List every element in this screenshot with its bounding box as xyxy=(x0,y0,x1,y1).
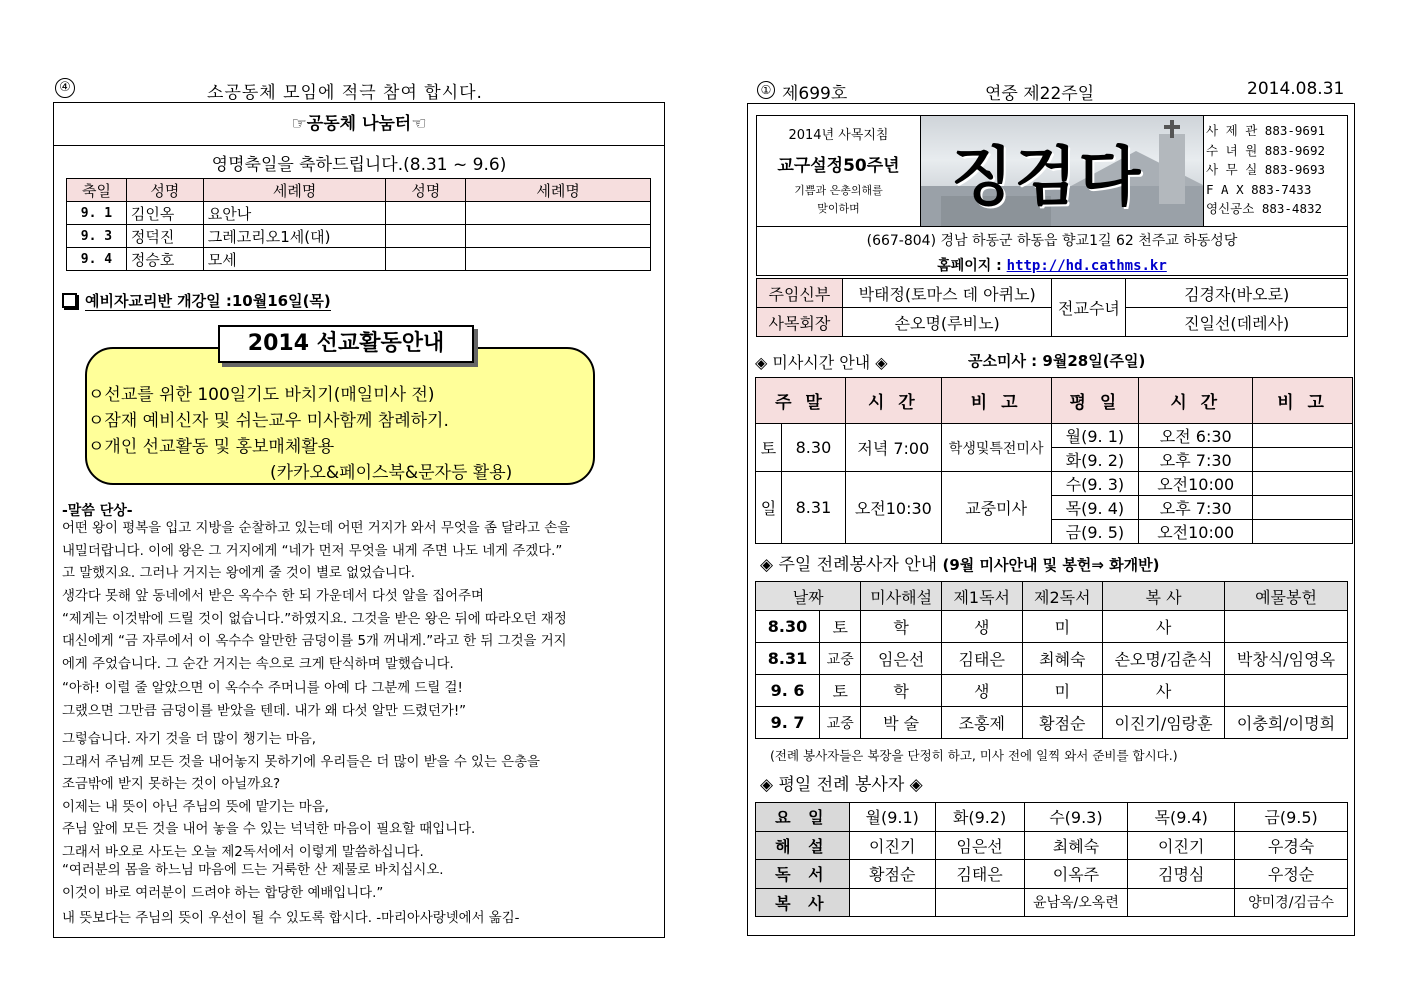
word-line: 주님 앞에 모든 것을 내어 놓을 수 있는 넉넉한 마음이 필요할 때입니다. xyxy=(62,822,476,837)
motto-sub: 맞이하며 xyxy=(817,202,860,215)
service-cell: 우정순 xyxy=(1235,860,1348,889)
weekend-date: 8.31 xyxy=(781,472,845,544)
table-header: 평 일 xyxy=(1051,378,1139,424)
table-row xyxy=(756,888,1348,917)
table-header: 시 간 xyxy=(845,378,941,424)
liturgy-cell: 손오명/김춘식 xyxy=(1103,643,1225,675)
word-line: 내 뜻보다는 주님의 뜻이 우선이 될 수 있도록 합시다. -마리아사랑넷에서 옮김- xyxy=(62,911,520,926)
table-header: 복 사 xyxy=(1103,582,1225,611)
service-cell: 목(9.4) xyxy=(1128,803,1235,832)
catechumen-notice xyxy=(62,290,331,311)
table-header: 세례명 xyxy=(466,179,651,202)
service-cell: 김명심 xyxy=(1128,860,1235,889)
liturgy-kind: 토 xyxy=(820,675,861,707)
service-cell xyxy=(1128,888,1235,917)
baptismal-name: 모세 xyxy=(203,248,386,271)
word-line: 그랬으면 그만큼 금덩이를 받았을 텐데. 내가 왜 다섯 알만 드렸던가!” xyxy=(62,703,467,719)
issue-date: 2014.08.31 xyxy=(1247,79,1345,99)
liturgy-cell xyxy=(1225,611,1348,643)
weekend-day: 토 xyxy=(756,424,782,472)
contact-line: 사 무 실 883-9693 xyxy=(1206,162,1326,177)
word-line: 대신에게 “금 자루에서 이 옥수수 알만한 금덩이를 5개 꺼내게.”라고 한 뒤 그것을 거지 xyxy=(62,634,567,649)
liturgy-cell: 학 xyxy=(861,611,942,643)
service-cell xyxy=(849,888,935,917)
word-paragraph xyxy=(62,678,654,723)
liturgy-cell: 조홍제 xyxy=(941,707,1022,739)
liturgy-section-title xyxy=(760,550,1160,575)
birthday-title: 영명축일을 축하드립니다.(8.31 ~ 9.6) xyxy=(211,155,507,175)
catechumen-text: 예비자교리반 개강일 :10월16일(목) xyxy=(85,292,331,310)
church-address: (667-804) 경남 하동군 하동읍 향교1길 62 천주교 하동성당 xyxy=(866,233,1238,249)
church-logo-image xyxy=(920,116,1204,226)
contact-line: 영신공소 883-4832 xyxy=(1206,201,1323,216)
staff-label: 사목회장 xyxy=(757,308,843,337)
table-header: 축일 xyxy=(67,179,127,202)
table-header: 성명 xyxy=(386,179,466,202)
service-cell: 양미경/김금수 xyxy=(1235,888,1348,917)
feast-date: 9. 1 xyxy=(67,202,127,225)
staff-label: 주임신부 xyxy=(757,279,843,308)
service-cell: 금(9.5) xyxy=(1235,803,1348,832)
table-header: 성명 xyxy=(126,179,203,202)
liturgy-cell: 박 술 xyxy=(861,707,942,739)
word-line: 조금밖에 받지 못하는 것이 아닐까요? xyxy=(62,777,281,792)
word-paragraph xyxy=(62,518,654,586)
table-header: 날짜 xyxy=(756,582,861,611)
liturgy-cell xyxy=(1225,675,1348,707)
weekend-time: 저녁 7:00 xyxy=(845,424,941,472)
logo-text: 징검다 xyxy=(951,140,1143,215)
staff-name: 손오명(루비노) xyxy=(842,308,1052,337)
staff-table xyxy=(756,278,1348,337)
liturgy-cell: 이진기/임랑훈 xyxy=(1103,707,1225,739)
page-number: ④ xyxy=(55,78,75,98)
contact-line: 수 녀 원 883-9692 xyxy=(1206,142,1326,158)
word-line: 그래서 바오로 사도는 오늘 제2독서에서 이렇게 말씀하십니다. xyxy=(62,844,424,860)
liturgy-cell: 임은선 xyxy=(861,643,942,675)
word-line: 이제는 내 뜻이 아닌 주님의 뜻에 맡기는 마음, xyxy=(62,799,329,815)
weekday-day: 화(9. 2) xyxy=(1051,448,1139,472)
table-row xyxy=(756,831,1348,860)
table-row xyxy=(756,803,1348,832)
baptismal-name: 그레고리오1세(대) xyxy=(203,225,386,248)
mission-station-note: 공소미사 : 9월28일(주일) xyxy=(968,352,1146,370)
motto-main: 교구설정50주년 xyxy=(777,156,900,176)
word-paragraph xyxy=(62,586,654,676)
liturgy-cell: 미 xyxy=(1022,675,1103,707)
liturgy-cell: 박창식/임영옥 xyxy=(1225,643,1348,675)
table-row xyxy=(756,611,1348,643)
weekday-service-table xyxy=(755,802,1348,917)
liturgy-cell: 생 xyxy=(941,611,1022,643)
liturgy-title: ◈ 주일 전례봉사자 안내 xyxy=(760,555,938,575)
staff-name: 박태정(토마스 데 아퀴노) xyxy=(842,279,1052,308)
weekend-note: 교중미사 xyxy=(941,472,1051,544)
feast-date: 9. 4 xyxy=(67,248,127,271)
baptismal-name xyxy=(466,202,651,225)
staff-name: 김경자(바오로) xyxy=(1126,279,1348,308)
person-name: 정승호 xyxy=(126,248,203,271)
table-row xyxy=(756,472,1353,496)
word-line: 생각다 못해 앞 동네에서 받은 옥수수 한 되 가운데서 다섯 알을 집어주며 xyxy=(62,589,484,604)
weekday-note xyxy=(1253,472,1353,496)
service-cell: 이진기 xyxy=(849,831,935,860)
baptismal-name: 요안나 xyxy=(203,202,386,225)
service-cell: 윤남옥/오옥련 xyxy=(1024,888,1128,917)
table-row xyxy=(756,424,1353,448)
baptismal-name xyxy=(466,225,651,248)
weekday-day: 목(9. 4) xyxy=(1051,496,1139,520)
liturgy-cell: 최혜숙 xyxy=(1022,643,1103,675)
service-cell: 화(9.2) xyxy=(935,803,1024,832)
weekend-day: 일 xyxy=(756,472,782,544)
word-line: “아하! 이럴 줄 알았으면 이 옥수수 주머니를 아예 다 그분께 드릴 걸! xyxy=(62,681,463,696)
word-paragraph xyxy=(62,908,654,931)
service-cell: 김태은 xyxy=(935,860,1024,889)
weekend-note: 학생및특전미사 xyxy=(941,424,1051,472)
person-name xyxy=(386,248,466,271)
weekday-time: 오전10:00 xyxy=(1139,472,1253,496)
contact-line: F A X 883-7433 xyxy=(1206,181,1312,197)
liturgy-cell: 사 xyxy=(1103,611,1225,643)
liturgy-cell: 학 xyxy=(861,675,942,707)
weekday-service-title: ◈ 평일 전례 봉사자 ◈ xyxy=(760,775,923,795)
word-line: 에게 주었습니다. 그 순간 거지는 속으로 크게 탄식하며 말했습니다. xyxy=(62,656,454,672)
row-label: 복 사 xyxy=(756,888,850,917)
weekday-day: 월(9. 1) xyxy=(1051,424,1139,448)
table-row xyxy=(757,279,1348,308)
word-line: “여러분의 몸을 하느님 마음에 드는 거룩한 산 제물로 바치십시오. xyxy=(62,863,444,878)
contact-line: 사 제 관 883-9691 xyxy=(1206,123,1326,138)
church-address-box xyxy=(756,226,1348,276)
square-bullet-icon xyxy=(62,293,77,308)
liturgy-cell: 김태은 xyxy=(941,643,1022,675)
table-header: 비 고 xyxy=(1253,378,1353,424)
person-name: 정덕진 xyxy=(126,225,203,248)
mass-schedule-table xyxy=(755,377,1353,544)
table-row xyxy=(67,248,651,271)
table-header: 비 고 xyxy=(941,378,1051,424)
sunday-liturgy-table xyxy=(755,581,1348,739)
liturgy-cell: 생 xyxy=(941,675,1022,707)
liturgy-cell: 이충희/이명희 xyxy=(1225,707,1348,739)
table-header: 미사해설 xyxy=(861,582,942,611)
word-line: 내밀더랍니다. 이에 왕은 그 거지에게 “네가 먼저 무엇을 내게 주면 나도 네게 주겠다.” xyxy=(62,543,563,559)
staff-label: 전교수녀 xyxy=(1052,279,1126,337)
weekday-note xyxy=(1253,496,1353,520)
liturgy-kind: 교중 xyxy=(820,707,861,739)
motto-year: 2014년 사목지침 xyxy=(788,128,889,143)
liturgy-footnote: (전례 봉사자들은 복장을 단정히 하고, 미사 전에 일찍 와서 준비를 합시다.) xyxy=(770,748,1178,763)
table-header: 제1독서 xyxy=(941,582,1022,611)
table-row xyxy=(756,643,1348,675)
liturgy-date: 9. 6 xyxy=(756,675,820,707)
word-line: 그렇습니다. 자기 것을 더 많이 챙기는 마음, xyxy=(62,732,316,747)
liturgy-cell: 황점순 xyxy=(1022,707,1103,739)
word-line: 고 말했지요. 그러나 거지는 왕에게 줄 것이 별로 없었습니다. xyxy=(62,566,416,581)
service-cell: 임은선 xyxy=(935,831,1024,860)
liturgy-cell: 사 xyxy=(1103,675,1225,707)
weekend-date: 8.30 xyxy=(781,424,845,472)
section-title: ☞공동체 나눔터☜ xyxy=(53,102,665,146)
service-cell: 황점순 xyxy=(849,860,935,889)
liturgy-date: 9. 7 xyxy=(756,707,820,739)
table-row xyxy=(756,860,1348,889)
page-number: ① xyxy=(757,81,775,99)
word-line: “제게는 이것밖에 드릴 것이 없습니다.”하였지요. 그것을 받은 왕은 뒤에 따라오던 재정 xyxy=(62,611,567,627)
mission-line: ㅇ선교를 위한 100일기도 바치기(매일미사 전) xyxy=(88,385,435,405)
word-paragraph xyxy=(62,860,654,905)
word-title: -말씀 단상- xyxy=(62,503,133,519)
service-cell: 우경숙 xyxy=(1235,831,1348,860)
service-cell: 수(9.3) xyxy=(1024,803,1128,832)
staff-name: 진일선(데레사) xyxy=(1126,308,1348,337)
feast-date: 9. 3 xyxy=(67,225,127,248)
person-name xyxy=(386,225,466,248)
liturgy-note: (9월 미사안내 및 봉헌⇒ 화개반) xyxy=(942,556,1160,574)
row-label: 독 서 xyxy=(756,860,850,889)
mass-section-title: ◈ 미사시간 안내 ◈ xyxy=(755,353,888,372)
service-cell: 월(9.1) xyxy=(849,803,935,832)
row-label: 요 일 xyxy=(756,803,850,832)
liturgical-week: 연중 제22주일 xyxy=(985,84,1095,104)
word-paragraph xyxy=(62,729,654,864)
service-cell xyxy=(935,888,1024,917)
table-row xyxy=(67,202,651,225)
table-row xyxy=(756,707,1348,739)
homepage-link[interactable]: http://hd.cathms.kr xyxy=(1006,258,1167,274)
service-cell: 최혜숙 xyxy=(1024,831,1128,860)
person-name: 김인옥 xyxy=(126,202,203,225)
motto-sub: 기쁨과 은총의해를 xyxy=(794,184,883,197)
weekday-time: 오전10:00 xyxy=(1139,520,1253,544)
mission-line: (카카오&페이스북&문자등 활용) xyxy=(270,463,513,483)
birthday-table xyxy=(66,178,651,271)
weekday-day: 수(9. 3) xyxy=(1051,472,1139,496)
mission-title: 2014 선교활동안내 xyxy=(218,325,474,363)
liturgy-date: 8.31 xyxy=(756,643,820,675)
contact-list xyxy=(1206,121,1325,219)
table-row xyxy=(67,225,651,248)
weekday-day: 금(9. 5) xyxy=(1051,520,1139,544)
page-header: 소공동체 모임에 적극 참여 합시다. xyxy=(207,83,483,103)
liturgy-kind: 교중 xyxy=(820,643,861,675)
pastoral-motto xyxy=(757,116,920,226)
table-header: 주 말 xyxy=(756,378,846,424)
row-label: 해 설 xyxy=(756,831,850,860)
weekday-time: 오전 6:30 xyxy=(1139,424,1253,448)
weekday-time: 오후 7:30 xyxy=(1139,496,1253,520)
baptismal-name xyxy=(466,248,651,271)
liturgy-kind: 토 xyxy=(820,611,861,643)
word-line: 이것이 바로 여러분이 드려야 하는 합당한 예배입니다.” xyxy=(62,885,384,901)
person-name xyxy=(386,202,466,225)
service-cell: 이진기 xyxy=(1128,831,1235,860)
table-header: 시 간 xyxy=(1139,378,1253,424)
weekday-note xyxy=(1253,448,1353,472)
service-cell: 이옥주 xyxy=(1024,860,1128,889)
mission-line: ㅇ개인 선교활동 및 홍보매체활용 xyxy=(88,437,335,457)
mission-line: ㅇ잠재 예비신자 및 쉬는교우 미사함께 참례하기. xyxy=(88,411,449,431)
weekday-note xyxy=(1253,520,1353,544)
table-header: 세례명 xyxy=(203,179,386,202)
weekday-note xyxy=(1253,424,1353,448)
liturgy-cell: 미 xyxy=(1022,611,1103,643)
issue-number: 제699호 xyxy=(782,84,848,104)
word-line: 어떤 왕이 평복을 입고 지방을 순찰하고 있는데 어떤 거지가 와서 무엇을 좀 달라고 손을 xyxy=(62,521,571,536)
table-header: 제2독서 xyxy=(1022,582,1103,611)
homepage-label: 홈페이지 : xyxy=(937,258,1007,274)
table-row xyxy=(756,675,1348,707)
table-header: 예물봉헌 xyxy=(1225,582,1348,611)
word-line: 그래서 주님께 모든 것을 내어놓지 못하기에 우리들은 더 많이 받을 수 있는 은총을 xyxy=(62,754,540,770)
weekday-time: 오후 7:30 xyxy=(1139,448,1253,472)
weekend-time: 오전10:30 xyxy=(845,472,941,544)
liturgy-date: 8.30 xyxy=(756,611,820,643)
